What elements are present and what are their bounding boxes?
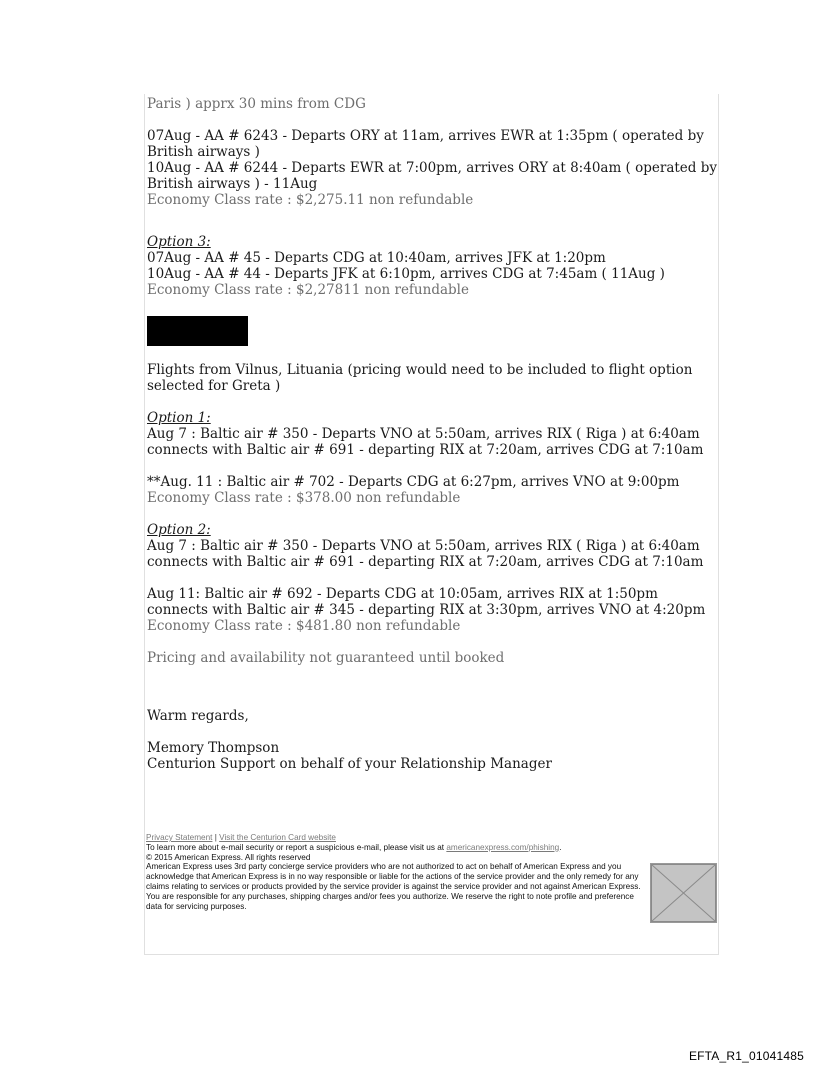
vilnius-option-2-line-1: Aug 7 : Baltic air # 350 - Departs VNO at 5:50am, arrives RIX ( Riga ) at 6:40am	[147, 538, 700, 554]
vilnius-option-2-rate: Economy Class rate : $481.80 non refundable	[147, 618, 461, 634]
centurion-website-link[interactable]: Visit the Centurion Card website	[219, 833, 336, 842]
vilnius-option-1-line-2: connects with Baltic air # 691 - departing RIX at 7:20am, arrives CDG at 7:10am	[147, 442, 704, 458]
vilnius-option-2-line-4: connects with Baltic air # 345 - departing RIX at 3:30pm, arrives VNO at 4:20pm	[147, 602, 706, 618]
email-footer	[146, 833, 646, 911]
security-notice	[146, 843, 646, 853]
option-3-rate: Economy Class rate : $2,27811 non refundable	[147, 282, 469, 298]
footer-links	[146, 833, 646, 843]
signature-name: Memory Thompson	[147, 740, 280, 756]
security-text: To learn more about e-mail security or report a suspicious e-mail, please visit us at	[146, 842, 445, 852]
phishing-link[interactable]: americanexpress.com/phishing	[446, 842, 560, 852]
option-3-line-2: 10Aug - AA # 44 - Departs JFK at 6:10pm, arrives CDG at 7:45am ( 11Aug )	[147, 266, 665, 282]
signature-title: Centurion Support on behalf of your Relationship Manager	[147, 756, 552, 772]
privacy-statement-link[interactable]: Privacy Statement	[146, 833, 213, 842]
body-line-3: 10Aug - AA # 6244 - Departs EWR at 7:00pm, arrives ORY at 8:40am ( operated by British airways ) - 11Aug	[147, 160, 717, 192]
vilnius-option-1-rate: Economy Class rate : $378.00 non refundable	[147, 490, 461, 506]
document-id: EFTA_R1_01041485	[688, 1049, 804, 1063]
email-body	[147, 96, 722, 772]
vilnius-option-2-heading: Option 2:	[147, 522, 211, 538]
security-period: .	[559, 842, 562, 852]
body-line-1: Paris ) apprx 30 mins from CDG	[147, 96, 366, 112]
option-3-heading: Option 3:	[147, 234, 211, 250]
vilnius-option-1-heading: Option 1:	[147, 410, 211, 426]
vilnius-option-2-line-3: Aug 11: Baltic air # 692 - Departs CDG at 10:05am, arrives RIX at 1:50pm	[147, 586, 658, 602]
redaction-block	[147, 316, 248, 346]
broken-image-icon	[650, 863, 717, 923]
vilnius-option-1-line-3: **Aug. 11 : Baltic air # 702 - Departs CDG at 6:27pm, arrives VNO at 9:00pm	[147, 474, 680, 490]
vilnius-option-2-line-2: connects with Baltic air # 691 - departing RIX at 7:20am, arrives CDG at 7:10am	[147, 554, 704, 570]
closing: Warm regards,	[147, 708, 249, 724]
vilnius-intro: Flights from Vilnus, Lituania (pricing would need to be included to flight option selected for Greta )	[147, 362, 693, 394]
option-3-line-1: 07Aug - AA # 45 - Departs CDG at 10:40am, arrives JFK at 1:20pm	[147, 250, 606, 266]
link-separator: |	[214, 833, 217, 842]
legal-text: American Express uses 3rd party concierge service providers who are not authorized to act on behalf of American Express and you acknowledge that American Express is in no way responsible or liable for the actions of the service provider and the only remedy for any claims relating to services or products provided by the service provider is against the service provider and not against American Express. You are responsible for any purchases, shipping charges and/or fees you authorize. We reserve the right to note profile and preference data for servicing purposes.	[146, 862, 641, 911]
body-line-2: 07Aug - AA # 6243 - Departs ORY at 11am, arrives EWR at 1:35pm ( operated by British airways )	[147, 128, 704, 160]
body-rate-2: Economy Class rate : $2,275.11 non refundable	[147, 192, 474, 208]
copyright: © 2015 American Express. All rights reserved	[146, 852, 311, 862]
pricing-disclaimer: Pricing and availability not guaranteed until booked	[147, 650, 505, 666]
vilnius-option-1-line-1: Aug 7 : Baltic air # 350 - Departs VNO at 5:50am, arrives RIX ( Riga ) at 6:40am	[147, 426, 700, 442]
broken-image-icon-graphic	[651, 864, 716, 922]
